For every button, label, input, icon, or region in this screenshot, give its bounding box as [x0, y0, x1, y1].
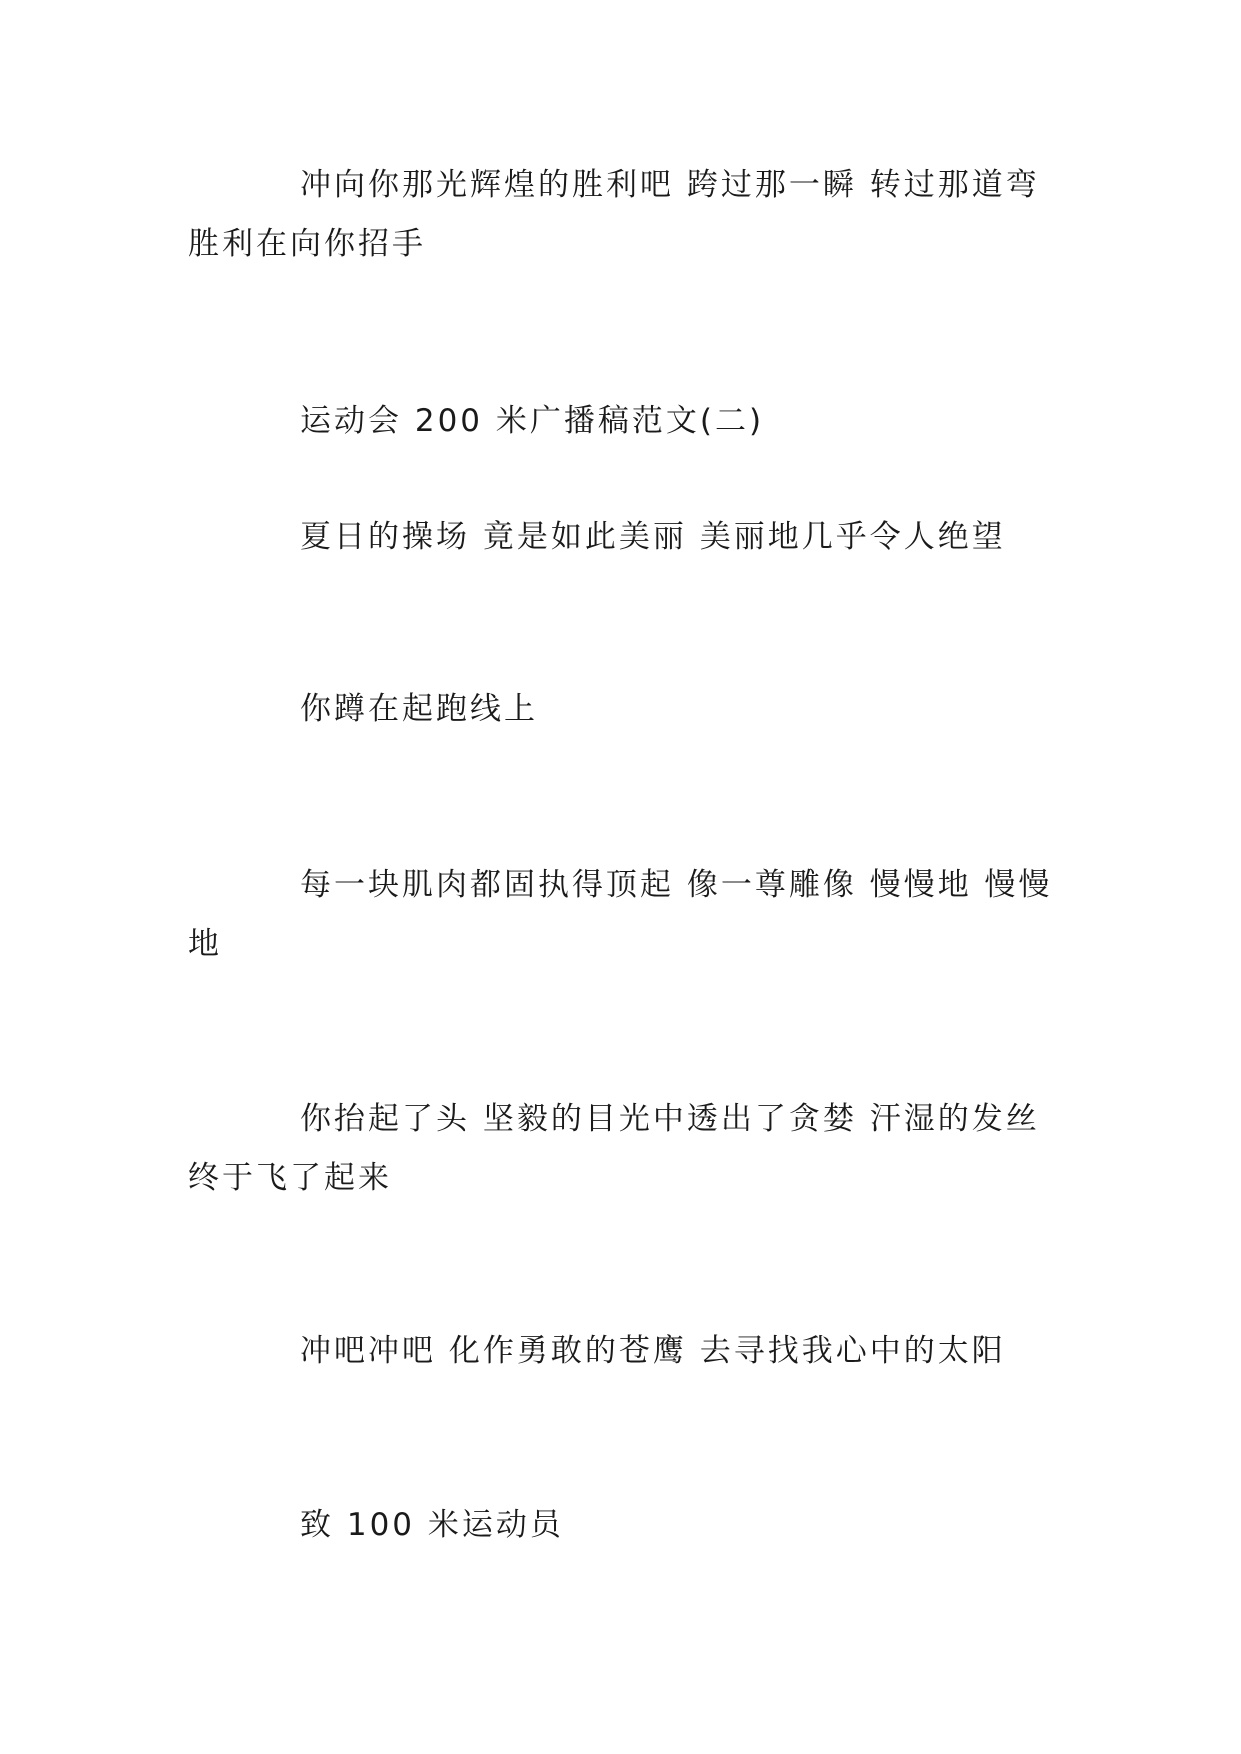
paragraph-muscles: 每一块肌肉都固执得顶起 像一尊雕像 慢慢地 慢慢地 — [188, 867, 1053, 962]
section-heading-100m: 致 100 米运动员 — [300, 1507, 564, 1543]
paragraph-victory: 冲向你那光辉煌的胜利吧 跨过那一瞬 转过那道弯 胜利在向你招手 — [188, 167, 1040, 262]
paragraph-raise-head: 你抬起了头 坚毅的目光中透出了贪婪 汗湿的发丝终于飞了起来 — [188, 1101, 1040, 1196]
paragraph-start-line: 你蹲在起跑线上 — [300, 691, 538, 727]
paragraph-summer-field: 夏日的操场 竟是如此美丽 美丽地几乎令人绝望 — [300, 519, 1006, 555]
paragraph-rush: 冲吧冲吧 化作勇敢的苍鹰 去寻找我心中的太阳 — [300, 1333, 1006, 1369]
section-heading-200m: 运动会 200 米广播稿范文(二) — [300, 403, 765, 439]
